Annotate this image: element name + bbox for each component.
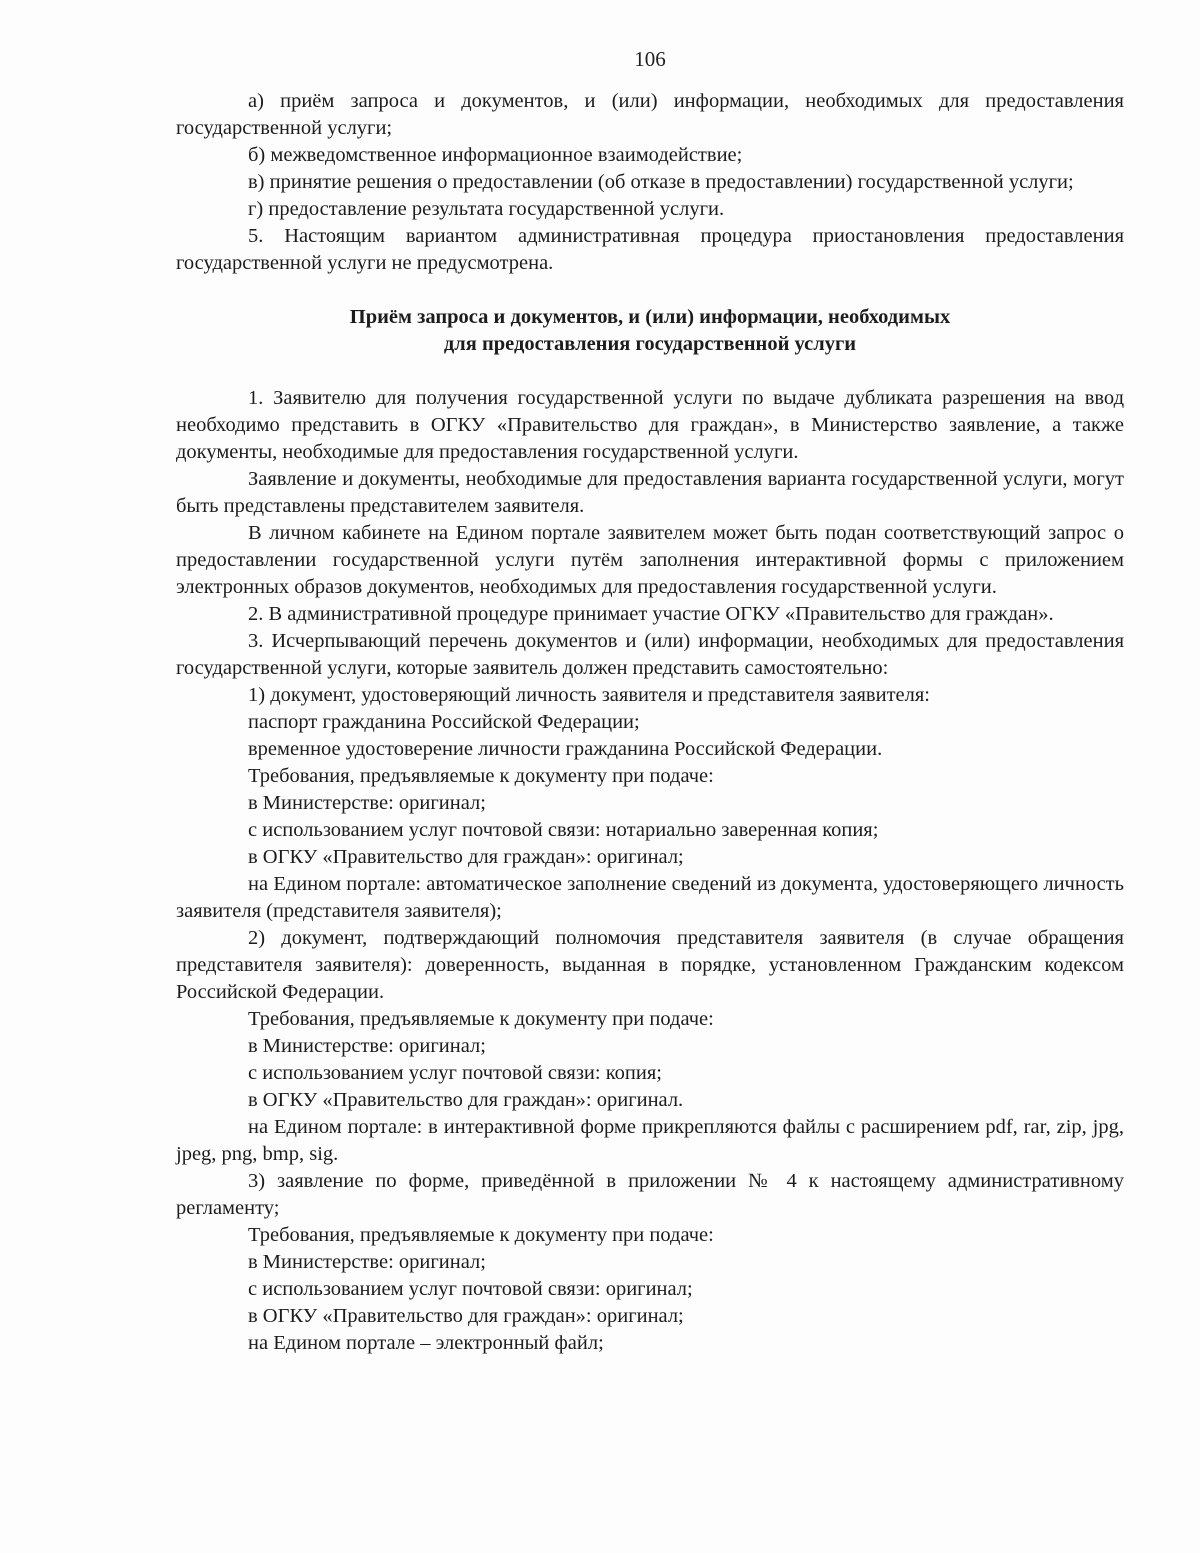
doc3-item: Требования, предъявляемые к документу при подаче:	[248, 1224, 714, 1246]
doc3-item: в Министерстве: оригинал;	[248, 1251, 486, 1273]
doc2-item: в ОГКУ «Правительство для граждан»: оригинал.	[248, 1089, 684, 1111]
doc2-title: 2) документ, подтверждающий полномочия представителя заявителя (в случае обращения представителя заявителя): доверенность, выданная в порядке, установленном Гражданским кодексом Российской Федерации.	[176, 927, 1124, 1003]
intro-item-g: г) предоставление результата государственной услуги.	[248, 198, 725, 220]
doc1-item: в ОГКУ «Правительство для граждан»: оригинал;	[248, 846, 684, 868]
doc2-item: в Министерстве: оригинал;	[248, 1035, 486, 1057]
doc1-item: с использованием услуг почтовой связи: нотариально заверенная копия;	[248, 819, 879, 841]
doc3-item: с использованием услуг почтовой связи: оригинал;	[248, 1278, 693, 1300]
doc2-item: с использованием услуг почтовой связи: копия;	[248, 1062, 662, 1084]
intro-item-v: в) принятие решения о предоставлении (об отказе в предоставлении) государственной услуги;	[248, 171, 1074, 193]
paragraph-2: 2. В административной процедуре принимает участие ОГКУ «Правительство для граждан».	[248, 603, 1054, 625]
doc1-title: 1) документ, удостоверяющий личность заявителя и представителя заявителя:	[248, 684, 930, 706]
doc1-item: в Министерстве: оригинал;	[248, 792, 486, 814]
paragraph-representative: Заявление и документы, необходимые для предоставления варианта государственной услуги, могут быть представлены представителем заявителя.	[176, 468, 1124, 517]
doc2-item: Требования, предъявляемые к документу при подаче:	[248, 1008, 714, 1030]
paragraph-1: 1. Заявителю для получения государственной услуги по выдаче дубликата разрешения на ввод необходимо представить в ОГКУ «Правительство для граждан», в Министерство заявление, а также документы, необходимые для предоставления государственной услуги.	[176, 387, 1124, 463]
doc1-item: временное удостоверение личности гражданина Российской Федерации.	[248, 738, 883, 760]
section-heading-line2: для предоставления государственной услуги	[443, 333, 857, 355]
paragraph-3: 3. Исчерпывающий перечень документов и (или) информации, необходимых для предоставления государственной услуги, которые заявитель должен представить самостоятельно:	[176, 630, 1124, 679]
doc3-item: в ОГКУ «Правительство для граждан»: оригинал;	[248, 1305, 684, 1327]
doc1-item: паспорт гражданина Российской Федерации;	[248, 711, 640, 733]
intro-item-5: 5. Настоящим вариантом административная процедура приостановления предоставления государственной услуги не предусмотрена.	[176, 225, 1124, 274]
doc1-portal: на Едином портале: автоматическое заполнение сведений из документа, удостоверяющего личность заявителя (представителя заявителя);	[176, 873, 1124, 922]
doc1-item: Требования, предъявляемые к документу при подаче:	[248, 765, 714, 787]
doc2-portal: на Едином портале: в интерактивной форме прикрепляются файлы с расширением pdf, rar, zip, jpg, jpeg, png, bmp, sig.	[176, 1116, 1124, 1165]
intro-item-a: а) приём запроса и документов, и (или) информации, необходимых для предоставления государственной услуги;	[176, 90, 1124, 139]
doc3-item: на Едином портале – электронный файл;	[248, 1332, 604, 1354]
section-heading	[176, 304, 1124, 358]
intro-item-b: б) межведомственное информационное взаимодействие;	[248, 144, 743, 166]
doc3-title: 3) заявление по форме, приведённой в приложении № 4 к настоящему административному регламенту;	[176, 1170, 1124, 1219]
page-number: 106	[634, 47, 666, 71]
paragraph-personal-account: В личном кабинете на Едином портале заявителем может быть подан соответствующий запрос о предоставлении государственной услуги путём заполнения интерактивной формы с приложением электронных образов документов, необходимых для предоставления государственной услуги.	[176, 522, 1124, 598]
section-heading-line1: Приём запроса и документов, и (или) информации, необходимых	[349, 306, 951, 328]
